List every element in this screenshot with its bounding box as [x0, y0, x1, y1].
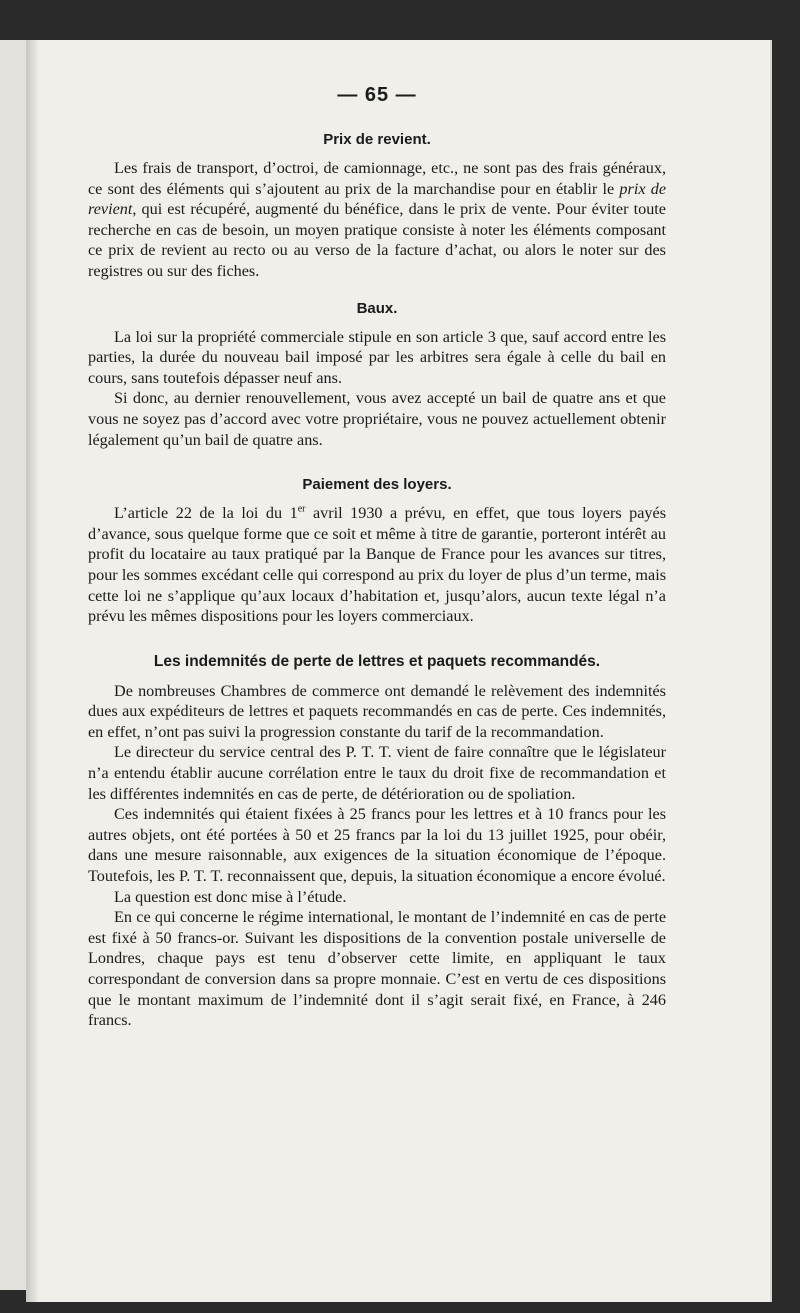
page-number: — 65 —	[337, 84, 417, 106]
page-content	[88, 84, 666, 1049]
emphasis-text: prix de revient	[88, 179, 666, 219]
page-binding-shadow	[26, 40, 40, 1302]
facing-page-edge	[0, 40, 27, 1290]
section-title: Prix de revient.	[323, 131, 431, 148]
paragraph: Si donc, au dernier renouvellement, vous avez accepté un bail de quatre ans et que vous ne soyez pas d’accord avec votre propriétaire, vous ne pouvez actuellement obtenir légalement qu’un bail de quatre ans.	[88, 389, 666, 449]
section-baux	[88, 300, 666, 451]
section-title: Baux.	[356, 299, 398, 317]
section-indemnites	[88, 653, 666, 1031]
paragraph: En ce qui concerne le régime international, le montant de l’indemnité en cas de perte est fixé à 50 francs-or. Suivant les dispositions de la convention postale universelle de Londres, chaque pays est tenu d’observer cette limite, en appliquant le taux correspondant de conversion dans sa propre monnaie. C’est en vertu de ces dispositions que le montant maximum de l’indemnité dont il s’agit serait fixé, en France, à 246 francs.	[88, 908, 666, 1030]
paragraph: Le directeur du service central des P. T. T. vient de faire connaître que le législateur n’a entendu établir aucune corrélation entre le taux du droit fixe de recommandation et les différentes indemnités en cas de perte, de détérioration ou de spoliation.	[88, 743, 666, 803]
paragraph	[88, 158, 666, 282]
paragraph	[88, 503, 666, 627]
section-title: Paiement des loyers.	[302, 476, 452, 494]
text-run: , qui est récupéré, augmenté du bénéfice, dans le prix de vente. Pour éviter toute recherche en cas de besoin, un moyen pratique consiste à noter les éléments composant ce prix de revient au recto ou au verso de la facture d’achat, ou alors le noter sur des registres ou sur des fiches.	[88, 200, 666, 280]
paragraph: Ces indemnités qui étaient fixées à 25 francs pour les lettres et à 10 francs pour les autres objets, ont été portées à 50 et 25 francs par la loi du 13 juillet 1925, pour obéir, dans une mesure raisonnable, aux exigences de la situation économique de l’époque. Toutefois, les P. T. T. reconnaissent que, depuis, la situation économique a encore évolué.	[88, 805, 666, 886]
paragraph: De nombreuses Chambres de commerce ont demandé le relèvement des indemnités dues aux expéditeurs de lettres et paquets recommandés en cas de perte. Ces indemnités, en effet, n’ont pas suivi la progression constante du tarif de la recommandation.	[88, 681, 666, 741]
text-run: Les frais de transport, d’octroi, de camionnage, etc., ne sont pas des frais généraux, ce sont des éléments qui s’ajoutent au prix de la marchandise pour en établir le	[88, 159, 666, 198]
superscript: er	[297, 503, 306, 515]
text-run: avril 1930 a prévu, en effet, que tous loyers payés d’avance, sous quelque forme que ce soit et même à titre de garantie, porteront intérêt au profit du locataire au taux pratiqué par la Banque de France pour les avances sur titres, pour les sommes excédant celle qui correspond au prix du loyer de plus d’un terme, mais cette loi ne s’applique qu’aux locaux d’habitation et, jusqu’alors, aucun texte légal n’a prévu les mêmes dispositions pour les loyers commerciaux.	[88, 504, 666, 626]
section-title: Les indemnités de perte de lettres et paquets recommandés.	[153, 652, 601, 670]
document-page	[26, 40, 770, 1302]
paragraph: La loi sur la propriété commerciale stipule en son article 3 que, sauf accord entre les parties, la durée du nouveau bail imposé par les arbitres sera égale à celle du bail en cours, sans toutefois dépasser neuf ans.	[88, 327, 666, 387]
section-paiement-des-loyers	[88, 476, 666, 627]
paragraph: La question est donc mise à l’étude.	[114, 887, 347, 906]
section-prix-de-revient	[88, 131, 666, 282]
text-run: L’article 22 de la loi du 1	[114, 504, 298, 523]
